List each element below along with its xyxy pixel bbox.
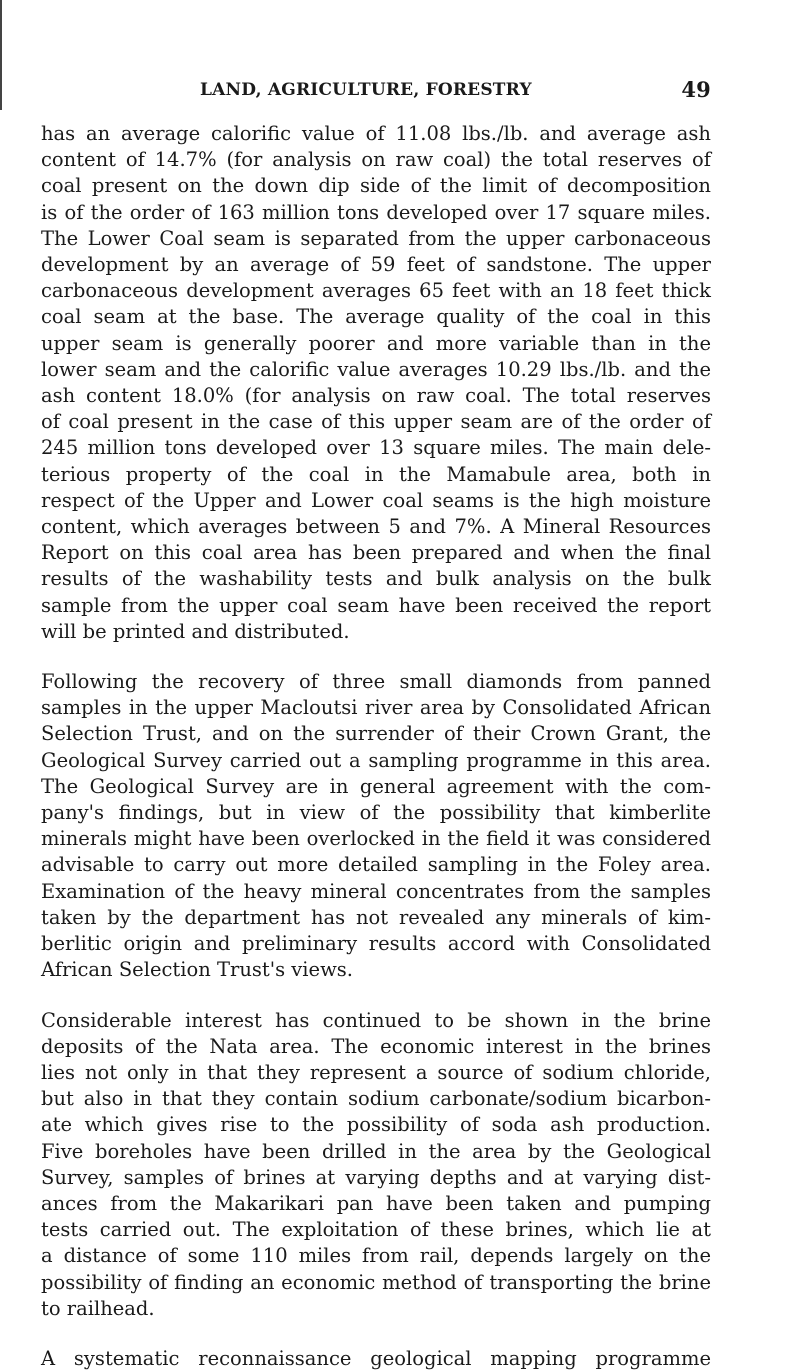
text-line: pany's findings, but in view of the possibility that kimberlite <box>41 801 711 825</box>
running-head: LAND, AGRICULTURE, FORESTRY <box>200 80 532 100</box>
text-line: ate which gives rise to the possibility of soda ash production. <box>41 1113 711 1137</box>
text-line: has an average calorific value of 11.08 lbs./lb. and average ash <box>41 122 711 145</box>
text-line: to railhead. <box>41 1296 155 1320</box>
text-line: of coal present in the case of this upper seam are of the order of <box>41 410 711 434</box>
text-line: but also in that they contain sodium carbonate/sodium bicarbon- <box>41 1087 711 1111</box>
text-line: terious property of the coal in the Mamabule area, both in <box>41 462 711 486</box>
text-line: carbonaceous development averages 65 feet with an 18 feet thick <box>41 279 711 303</box>
text-line: ances from the Makarikari pan have been taken and pumping <box>41 1191 711 1215</box>
text-line: A systematic reconnaissance geological mapping programme <box>41 1346 711 1370</box>
page-header <box>200 77 711 106</box>
paragraph <box>41 1008 711 1322</box>
scan-edge-line <box>0 0 2 110</box>
text-line: upper seam is generally poorer and more variable than in the <box>41 331 711 355</box>
text-line: Following the recovery of three small diamonds from panned <box>41 670 711 694</box>
text-line: samples in the upper Macloutsi river area by Consolidated African <box>41 696 711 720</box>
text-line: advisable to carry out more detailed sampling in the Foley area. <box>41 853 711 877</box>
text-line: coal present on the down dip side of the limit of decomposition <box>41 174 711 198</box>
text-line: Survey, samples of brines at varying depths and at varying dist- <box>41 1165 711 1189</box>
text-line: The Lower Coal seam is separated from the upper carbonaceous <box>41 226 711 250</box>
body-text <box>41 121 711 1372</box>
text-line: development by an average of 59 feet of sandstone. The upper <box>41 253 711 277</box>
text-line: Considerable interest has continued to be shown in the brine <box>41 1008 711 1032</box>
text-line: will be printed and distributed. <box>41 619 350 643</box>
text-line: coal seam at the base. The average quality of the coal in this <box>41 305 711 329</box>
text-line: minerals might have been overlocked in the field it was considered <box>41 827 711 851</box>
text-line: 245 million tons developed over 13 square miles. The main dele- <box>41 436 711 460</box>
text-line: berlitic origin and preliminary results accord with Consolidated <box>41 932 711 956</box>
text-line: Five boreholes have been drilled in the area by the Geological <box>41 1139 711 1163</box>
text-line: respect of the Upper and Lower coal seams is the high moisture <box>41 488 711 512</box>
paragraph <box>41 1346 711 1372</box>
text-line: ash content 18.0% (for analysis on raw coal. The total reserves <box>41 384 711 408</box>
text-line: Selection Trust, and on the surrender of their Crown Grant, the <box>41 722 711 746</box>
text-line: Geological Survey carried out a sampling programme in this area. <box>41 748 711 772</box>
text-line: African Selection Trust's views. <box>41 958 353 982</box>
text-line: content of 14.7% (for analysis on raw coal) the total reserves of <box>41 148 711 172</box>
text-line: deposits of the Nata area. The economic interest in the brines <box>41 1034 711 1058</box>
text-line: lower seam and the calorific value averages 10.29 lbs./lb. and the <box>41 357 711 381</box>
text-line: content, which averages between 5 and 7%. A Mineral Resources <box>41 515 711 539</box>
page-number: 49 <box>681 77 711 102</box>
text-line: taken by the department has not revealed any minerals of kim- <box>41 905 711 929</box>
text-line: lies not only in that they represent a source of sodium chloride, <box>41 1060 711 1084</box>
text-line: possibility of finding an economic method of transporting the brine <box>41 1270 711 1294</box>
text-line: Report on this coal area has been prepared and when the final <box>41 541 711 565</box>
text-line: The Geological Survey are in general agreement with the com- <box>41 774 711 798</box>
paragraph <box>41 121 711 645</box>
paragraph <box>41 669 711 983</box>
text-line: Examination of the heavy mineral concentrates from the samples <box>41 879 711 903</box>
text-line: a distance of some 110 miles from rail, depends largely on the <box>41 1244 711 1268</box>
text-line: is of the order of 163 million tons developed over 17 square miles. <box>41 200 711 224</box>
text-line: results of the washability tests and bulk analysis on the bulk <box>41 567 711 591</box>
text-line: tests carried out. The exploitation of these brines, which lie at <box>41 1218 711 1242</box>
text-line: sample from the upper coal seam have been received the report <box>41 593 711 617</box>
